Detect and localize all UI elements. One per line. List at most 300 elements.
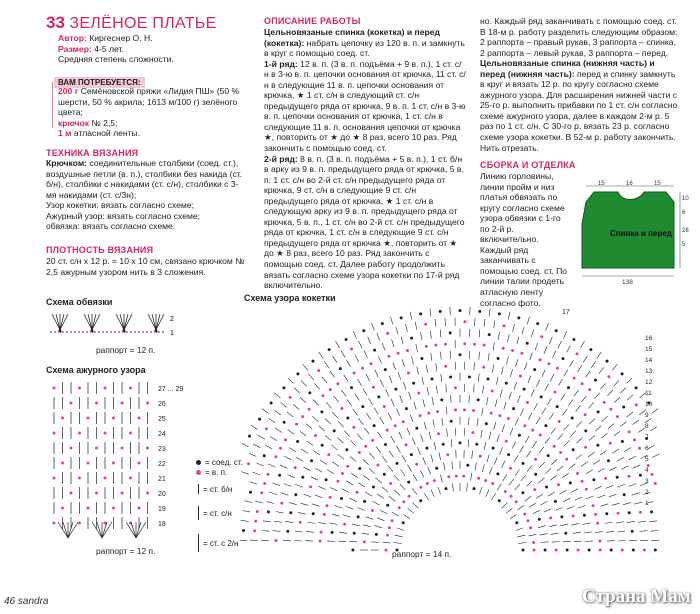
yoke-chain (491, 482, 494, 485)
yoke-chain (329, 496, 332, 499)
yoke-chain (540, 395, 543, 398)
yoke-stitch (274, 393, 280, 398)
yoke-chain (540, 335, 543, 338)
stbn-icon (198, 484, 199, 494)
yoke-stitch (253, 444, 260, 448)
yoke-chain (317, 369, 320, 372)
yoke-stitch (394, 490, 400, 495)
yoke-chain (534, 473, 537, 476)
yoke-chain (331, 531, 334, 534)
yoke-chain (621, 440, 624, 443)
yoke-chain (320, 531, 323, 534)
yoke-chain (566, 549, 569, 552)
yoke-chain (282, 386, 285, 389)
yoke-chain (498, 312, 501, 315)
yoke-stitch (424, 422, 426, 430)
yoke-chain (654, 482, 657, 485)
yoke-row-number: 6 (645, 445, 649, 452)
yoke-chain (628, 430, 631, 433)
yoke-stitch (509, 479, 514, 485)
yoke-stitch (620, 422, 626, 427)
yoke-chain (247, 462, 250, 465)
yoke-stitch (351, 473, 358, 478)
yoke-chain (436, 410, 439, 413)
yoke-stitch (528, 413, 532, 420)
title-block (46, 13, 246, 33)
yoke-chain (296, 440, 299, 443)
yoke-stitch (376, 447, 381, 453)
yoke-chain (254, 520, 257, 523)
dim-top-mid: 16 (626, 181, 633, 187)
yoke-stitch (408, 508, 414, 513)
yoke-stitch (614, 381, 619, 387)
yoke-chain (589, 348, 592, 351)
yoke-stitch (540, 501, 547, 505)
dim-top-left: 15 (598, 181, 605, 187)
edging-stitch (92, 314, 96, 330)
yoke-chain (394, 424, 397, 427)
yoke-stitch (548, 492, 555, 496)
yoke-chain (419, 499, 422, 502)
yoke-stitch (568, 399, 573, 405)
yoke-stitch (377, 333, 380, 341)
yoke-chain (371, 509, 374, 512)
yoke-stitch (536, 380, 539, 387)
yoke-chain (610, 549, 613, 552)
yoke-chain (294, 466, 297, 469)
yoke-chain (426, 482, 429, 485)
yoke-chain (353, 532, 356, 535)
yoke-chain (314, 434, 317, 437)
yoke-stitch (652, 454, 659, 457)
yoke-chain (278, 474, 281, 477)
yoke-chain (576, 352, 579, 355)
yoke-stitch (359, 418, 364, 424)
openwork-rapport: раппорт = 12 п. (96, 546, 156, 556)
yoke-stitch (515, 484, 520, 490)
yoke-chain (406, 349, 409, 352)
yoke-chain (547, 362, 550, 365)
openwork-chain (53, 477, 56, 480)
yoke-chain (419, 312, 422, 315)
openwork-chain (78, 522, 81, 525)
yoke-chain (258, 418, 261, 421)
yoke-stitch (597, 352, 602, 359)
edging-stitch (60, 314, 64, 330)
assembly-title: СБОРКА И ОТДЕЛКА (480, 160, 576, 170)
yoke-chain (490, 412, 493, 415)
yoke-stitch (294, 541, 302, 542)
yoke-stitch (627, 521, 635, 522)
openwork-chain (138, 507, 141, 510)
watermark: Страна Мам (582, 586, 691, 607)
yoke-row-number: 15 (645, 346, 653, 353)
yoke-chain (410, 337, 413, 340)
yoke-chain (526, 401, 529, 404)
page-title: ЗЕЛЁНОЕ ПЛАТЬЕ (69, 15, 217, 32)
technique-yoke: Узор кокетки: вязать согласно схеме; (46, 200, 194, 211)
yoke-stitch (509, 392, 512, 400)
yoke-stitch (487, 397, 489, 405)
yoke-stitch (446, 407, 447, 415)
openwork-chain (53, 432, 56, 435)
openwork-row-number: 22 (158, 461, 166, 468)
density-text: 20 ст. с/н х 12 р. = 10 х 10 см, связано крючком № 2,5 ажурным узором нить в 3 сложения. (46, 256, 245, 277)
yoke-stitch (527, 481, 533, 487)
yoke-stitch (574, 390, 579, 396)
openwork-fan (97, 522, 102, 538)
openwork-chain (121, 492, 124, 495)
yoke-chain (415, 463, 418, 466)
row2-label: 2-й ряд: (264, 153, 298, 164)
yoke-stitch (558, 434, 563, 440)
yoke-stitch (269, 418, 276, 423)
yoke-stitch (373, 501, 380, 505)
yoke-chain (639, 511, 642, 514)
yoke-chain (581, 382, 584, 385)
yoke-chain (310, 459, 313, 462)
technique-hook-label: Крючком: (46, 158, 88, 168)
yoke-stitch (553, 351, 556, 358)
yoke-stitch (547, 398, 551, 405)
yoke-stitch (242, 511, 250, 512)
yoke-stitch (295, 531, 303, 532)
yoke-chain (507, 417, 510, 420)
yoke-stitch (564, 440, 570, 446)
yoke-stitch (621, 466, 628, 470)
yoke-stitch (472, 451, 473, 459)
openwork-chain (138, 417, 141, 420)
row1-text: 12 в. п. (3 в. п. подъёма + 9 в. п.), 1 ст. с/н в 3-ю в. п. цепочки основания от крючка, 11 ст. с/н в следующие 11 в. п. цепочки основания от крючка, ★ 1 ст. с/н в следующий ст. с/н предыдущего ряда от крючка, 9 в. п. 1 ст. с/н в 3-ю в. п. цепочки основания от крючка, 1 ст. с/н в следующие 11 в. п. основания цепочки от крючка ★, повторить от ★ до ★ 8 раз, всего 10 раз. Ряд закончить с помощью соед. ст. (264, 58, 466, 154)
yoke-stitch (508, 334, 510, 342)
yoke-stitch (397, 528, 405, 531)
yoke-stitch (423, 457, 426, 465)
yoke-chain (301, 415, 304, 418)
yoke-stitch (536, 417, 540, 424)
yoke-chain (571, 417, 574, 420)
yoke-chain (329, 388, 332, 391)
yoke-stitch (309, 374, 314, 380)
yoke-stitch (605, 522, 613, 524)
yoke-chain (623, 493, 626, 496)
yoke-stitch (517, 395, 520, 403)
yoke-chain (505, 382, 508, 385)
yoke-chain (632, 549, 635, 552)
yoke-stitch (400, 395, 403, 403)
yoke-chain (459, 441, 462, 444)
yoke-stitch (475, 318, 476, 326)
yoke-chain (345, 448, 348, 451)
yoke-stitch (581, 462, 588, 467)
yoke-stitch (402, 359, 404, 367)
yoke-chain (531, 429, 534, 432)
openwork-row-number: 20 (158, 491, 166, 498)
yoke-chain (557, 483, 560, 486)
yoke-chain (289, 511, 292, 514)
legend-stbn-text: = ст. б/н (203, 484, 233, 494)
yoke-stitch (502, 503, 508, 509)
yoke-stitch (412, 357, 414, 365)
yoke-stitch (319, 352, 324, 359)
yoke-stitch (539, 447, 544, 453)
edging-diagram (46, 308, 186, 346)
soed-icon (196, 460, 201, 465)
yoke-stitch (545, 437, 550, 443)
yoke-stitch (518, 535, 526, 537)
yoke-chain (449, 376, 452, 379)
yoke-stitch (315, 468, 322, 472)
yoke-stitch (494, 457, 497, 465)
work-block (264, 27, 466, 291)
yoke-chain (444, 343, 447, 346)
openwork-chain (129, 477, 132, 480)
yoke-chain (628, 511, 631, 514)
yoke-chain (383, 405, 386, 408)
yoke-chain (533, 549, 536, 552)
yoke-row-number: 14 (645, 357, 653, 364)
yoke-chain (325, 478, 328, 481)
pattern-label: Спинка и перед (610, 229, 672, 238)
yoke-stitch (434, 442, 436, 450)
yoke-stitch (350, 440, 356, 446)
yoke-stitch (623, 503, 631, 505)
yoke-stitch (536, 494, 543, 498)
yoke-chain (384, 368, 387, 371)
yoke-stitch (431, 454, 433, 462)
row2-text: 8 в. п. (3 в. п. подъёма + 5 в. п.), 1 ст. б/н в арку из 9 в. п. предыдущего ряда от крючка, 5 в. п. 1 ст. с/н во 2-й ст. с/н предыдущего ряда от крючка, 9 ст. с/н в следующие 9 ст. с/н предыдущего ряда от крючка, ★ 1 ст. с/н в следующую арку из 9 в. п. предыдущего ряда от крючка, 5 в. п., 1 ст. с/н во 2-й ст. с/н предыдущего ряда от крючка, 1 ст. с/н в следующие 9 ст. с/н предыдущего ряда от крючка ★, повторить от ★ до ★ 8 раз, всего 10 раз. Ряд закончить с помощью соед. ст. Далее работу продолжить вязать согласно схеме узора кокетки по 17-й ряд включительно. (264, 153, 465, 291)
yoke-chain (350, 348, 353, 351)
yoke-chain (621, 549, 624, 552)
yoke-chain (556, 405, 559, 408)
yoke-stitch (528, 376, 531, 383)
yoke-stitch (550, 475, 556, 480)
yoke-stitch (249, 453, 256, 456)
openwork-chain (95, 402, 98, 405)
yoke-stitch (263, 521, 271, 522)
vp-icon (196, 470, 201, 475)
yoke-stitch (539, 462, 545, 468)
yoke-row-number: 1 (645, 500, 649, 507)
yoke-stitch (428, 467, 431, 474)
openwork-chain (70, 492, 73, 495)
yoke-stitch (535, 343, 538, 351)
openwork-fan (131, 522, 136, 538)
yoke-chain (373, 349, 376, 352)
yoke-chain (372, 486, 375, 489)
yoke-chain (609, 442, 612, 445)
yoke-chain (616, 415, 619, 418)
yoke-stitch (477, 418, 478, 426)
yoke-stitch (581, 396, 586, 402)
yoke-stitch (380, 417, 384, 424)
yoke-stitch (241, 520, 249, 521)
yoke-stitch (555, 508, 562, 511)
yoke-chain (435, 467, 438, 470)
yoke-chain (503, 324, 506, 327)
yoke-chain (356, 491, 359, 494)
yoke-stitch (525, 436, 529, 443)
yoke-stitch (574, 541, 582, 542)
yoke-stitch (274, 521, 282, 522)
yoke-stitch (451, 395, 452, 403)
yoke-chain (520, 352, 523, 355)
yoke-chain (358, 467, 361, 470)
yoke-row-number: 9 (645, 412, 649, 419)
yoke-stitch (594, 393, 599, 399)
yoke-chain (424, 323, 427, 326)
yoke-stitch (417, 367, 419, 375)
yoke-chain (402, 500, 405, 503)
yoke-stitch (578, 505, 586, 508)
yoke-chain (386, 332, 389, 335)
openwork-chain (87, 462, 90, 465)
yoke-stitch (327, 541, 335, 542)
yoke-chain (402, 420, 405, 423)
yoke-stitch (430, 331, 431, 339)
yoke-stitch (444, 463, 446, 471)
yoke-stitch (330, 523, 338, 525)
yoke-chain (444, 365, 447, 368)
openwork-chain (121, 402, 124, 405)
yoke-stitch (431, 490, 435, 497)
yoke-stitch (629, 484, 637, 487)
yoke-stitch (584, 532, 592, 533)
yoke-stitch (294, 388, 300, 394)
yoke-chain (402, 521, 405, 524)
yoke-chain (333, 429, 336, 432)
yoke-chain (361, 367, 364, 370)
yoke-stitch (440, 475, 442, 483)
yoke-stitch (529, 534, 537, 536)
yoke-chain (341, 407, 344, 410)
yoke-chain (463, 320, 466, 323)
yoke-stitch (427, 387, 429, 395)
yoke-stitch (500, 447, 503, 454)
yoke-stitch (369, 469, 375, 474)
pattern-number: 33 (46, 13, 65, 32)
yoke-stitch (551, 428, 556, 434)
yoke-stitch (514, 382, 517, 390)
edging-stitch (88, 314, 92, 330)
yoke-stitch (482, 464, 484, 472)
openwork-row-number: 19 (158, 506, 166, 513)
yoke-stitch (319, 522, 327, 524)
yoke-stitch (377, 494, 384, 498)
yoke-chain (370, 362, 373, 365)
yoke-stitch (638, 521, 646, 522)
dim-bottom: 138 (622, 279, 633, 286)
yoke-stitch (298, 512, 306, 514)
yoke-chain (485, 422, 488, 425)
edging-stitch (84, 314, 92, 330)
yoke-chain (420, 357, 423, 360)
yoke-stitch (550, 374, 554, 381)
edging-rapport: раппорт = 12 п. (96, 345, 156, 355)
yoke-stitch (335, 505, 343, 508)
yoke-stitch (268, 464, 275, 467)
openwork-row-number: 25 (158, 416, 166, 423)
yoke-stitch (549, 413, 554, 420)
yoke-stitch (344, 431, 350, 437)
yoke-stitch (352, 524, 360, 526)
yoke-stitch (407, 428, 410, 435)
yoke-chain (320, 410, 323, 413)
yoke-chain (553, 445, 556, 448)
yoke-chain (463, 342, 466, 345)
yoke-chain (346, 465, 349, 468)
yoke-chain (507, 453, 510, 456)
yoke-stitch (424, 493, 428, 500)
yoke-stitch (576, 421, 582, 427)
yoke-chain (280, 502, 283, 505)
yoke-chain (321, 444, 324, 447)
yoke-chain (312, 360, 315, 363)
yoke-stitch (332, 514, 340, 516)
yoke-stitch (361, 533, 369, 534)
yoke-stitch (518, 505, 525, 510)
yoke-stitch (533, 510, 540, 514)
yoke-stitch (300, 397, 306, 403)
yoke-stitch (369, 453, 375, 459)
yoke-stitch (273, 531, 281, 532)
yoke-stitch (374, 526, 382, 528)
yoke-chain (533, 488, 536, 491)
yoke-stitch (250, 482, 258, 485)
yoke-stitch (393, 543, 401, 544)
author-label: Автор: (58, 33, 87, 43)
sts3n-icon (198, 534, 199, 552)
yoke-chain (484, 479, 487, 482)
yoke-row-number: 11 (645, 390, 652, 397)
edging-stitch (120, 314, 124, 330)
yoke-stitch (562, 409, 567, 415)
yoke-diagram (240, 300, 680, 552)
yoke-stitch (612, 449, 619, 453)
yoke-chain (584, 413, 587, 416)
yoke-stitch (410, 312, 412, 320)
yoke-chain (511, 349, 514, 352)
yoke-chain (459, 309, 462, 312)
yoke-stitch (512, 441, 516, 448)
yoke-stitch (519, 543, 527, 544)
yoke-row-number: 3 (645, 478, 649, 485)
yoke-stitch (527, 466, 532, 472)
yoke-row-number: 8 (645, 423, 649, 430)
yoke-stitch (409, 392, 412, 400)
yoke-chain (407, 481, 410, 484)
yoke-stitch (395, 535, 403, 537)
dress-pattern (572, 180, 700, 290)
yoke-stitch (366, 413, 371, 420)
yoke-stitch (583, 356, 587, 363)
openwork-fan (68, 522, 78, 538)
yoke-stitch (633, 465, 640, 468)
yoke-chain (328, 348, 331, 351)
yoke-chain (594, 379, 597, 382)
yoke-stitch (399, 432, 403, 439)
yoke-stitch (327, 470, 334, 474)
openwork-chain (87, 417, 90, 420)
yoke-chain (442, 443, 445, 446)
yoke-stitch (577, 438, 583, 443)
yoke-stitch (474, 384, 475, 392)
yoke-chain (473, 487, 476, 490)
dim-right-2: 6 (682, 210, 686, 216)
yoke-stitch (412, 438, 415, 445)
yoke-stitch (601, 433, 607, 438)
yoke-stitch (521, 475, 526, 481)
yoke-chain (265, 427, 268, 430)
